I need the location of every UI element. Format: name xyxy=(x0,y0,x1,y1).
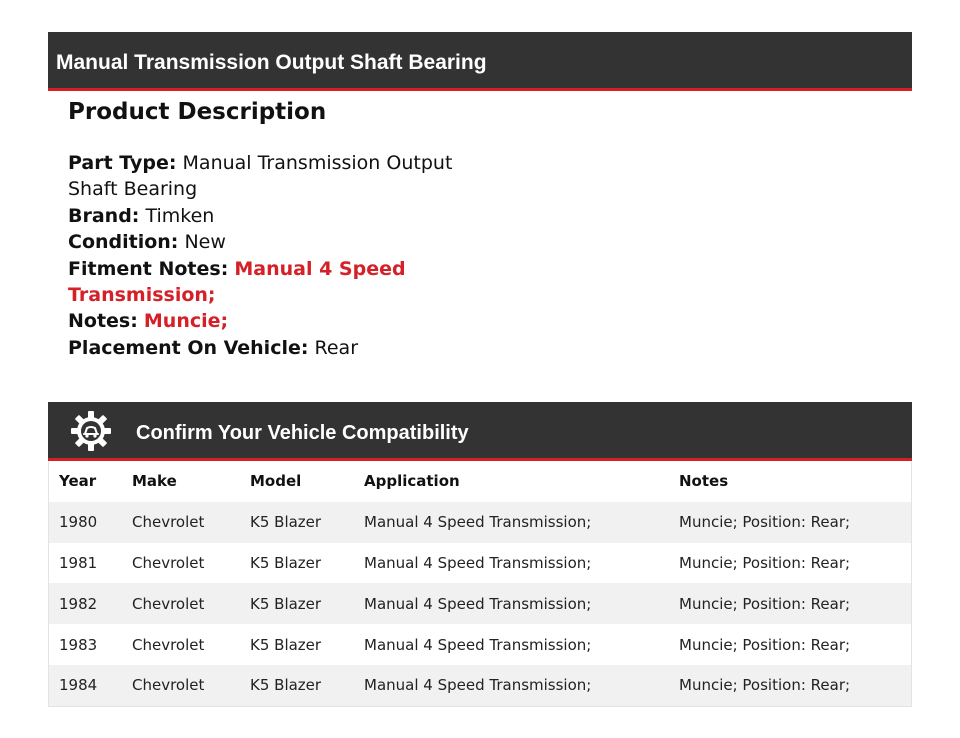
column-header-notes: Notes xyxy=(679,472,729,491)
cell-model: K5 Blazer xyxy=(250,594,322,613)
cell-notes: Muncie; Position: Rear; xyxy=(679,635,851,654)
column-header-year: Year xyxy=(59,472,97,491)
cell-model: K5 Blazer xyxy=(250,513,322,532)
spec-part-type xyxy=(68,150,488,203)
gear-car-icon xyxy=(70,410,112,452)
cell-make: Chevrolet xyxy=(132,676,205,695)
column-header-application: Application xyxy=(364,472,460,491)
cell-application: Manual 4 Speed Transmission; xyxy=(364,594,592,613)
spec-placement xyxy=(68,335,488,361)
cell-application: Manual 4 Speed Transmission; xyxy=(364,513,592,532)
table-row xyxy=(49,583,911,624)
brand-value: Timken xyxy=(145,204,215,227)
cell-model: K5 Blazer xyxy=(250,553,322,572)
cell-application: Manual 4 Speed Transmission; xyxy=(364,635,592,654)
notes-label: Notes: xyxy=(68,310,138,333)
cell-year: 1980 xyxy=(59,513,98,532)
product-title: Manual Transmission Output Shaft Bearing xyxy=(56,51,487,74)
brand-label: Brand: xyxy=(68,204,140,227)
cell-notes: Muncie; Position: Rear; xyxy=(679,513,851,532)
compatibility-table xyxy=(49,461,911,706)
cell-model: K5 Blazer xyxy=(250,635,322,654)
condition-value: New xyxy=(184,231,226,254)
compatibility-title: Confirm Your Vehicle Compatibility xyxy=(136,422,469,444)
description-heading: Product Description xyxy=(68,99,327,125)
condition-label: Condition: xyxy=(68,231,179,254)
compatibility-bar xyxy=(48,402,912,461)
product-title-bar xyxy=(48,32,912,91)
spec-brand xyxy=(68,203,488,229)
cell-make: Chevrolet xyxy=(132,513,205,532)
cell-notes: Muncie; Position: Rear; xyxy=(679,594,851,613)
spec-fitment-notes xyxy=(68,256,488,309)
cell-year: 1982 xyxy=(59,594,98,613)
notes-value: Muncie; xyxy=(143,310,229,333)
table-header-row xyxy=(49,461,911,502)
table-row xyxy=(49,665,911,706)
product-description xyxy=(68,96,488,361)
cell-notes: Muncie; Position: Rear; xyxy=(679,676,851,695)
cell-application: Manual 4 Speed Transmission; xyxy=(364,676,592,695)
placement-label: Placement On Vehicle: xyxy=(68,336,309,359)
compatibility-table-wrap xyxy=(48,461,912,707)
spec-condition xyxy=(68,229,488,255)
cell-make: Chevrolet xyxy=(132,553,205,572)
table-row xyxy=(49,624,911,665)
table-row xyxy=(49,543,911,584)
cell-make: Chevrolet xyxy=(132,635,205,654)
cell-application: Manual 4 Speed Transmission; xyxy=(364,553,592,572)
cell-notes: Muncie; Position: Rear; xyxy=(679,553,851,572)
table-row xyxy=(49,502,911,543)
cell-year: 1981 xyxy=(59,553,98,572)
cell-year: 1984 xyxy=(59,676,98,695)
cell-model: K5 Blazer xyxy=(250,676,322,695)
fitment-label: Fitment Notes: xyxy=(68,257,229,280)
cell-year: 1983 xyxy=(59,635,98,654)
fitment-value: Manual 4 Speed Transmission; xyxy=(68,257,406,307)
part-type-value: Manual Transmission Output Shaft Bearing xyxy=(68,152,453,201)
spec-notes xyxy=(68,308,488,334)
column-header-model: Model xyxy=(250,472,302,491)
cell-make: Chevrolet xyxy=(132,594,205,613)
part-type-label: Part Type: xyxy=(68,152,177,174)
placement-value: Rear xyxy=(314,336,359,359)
column-header-make: Make xyxy=(132,472,177,491)
